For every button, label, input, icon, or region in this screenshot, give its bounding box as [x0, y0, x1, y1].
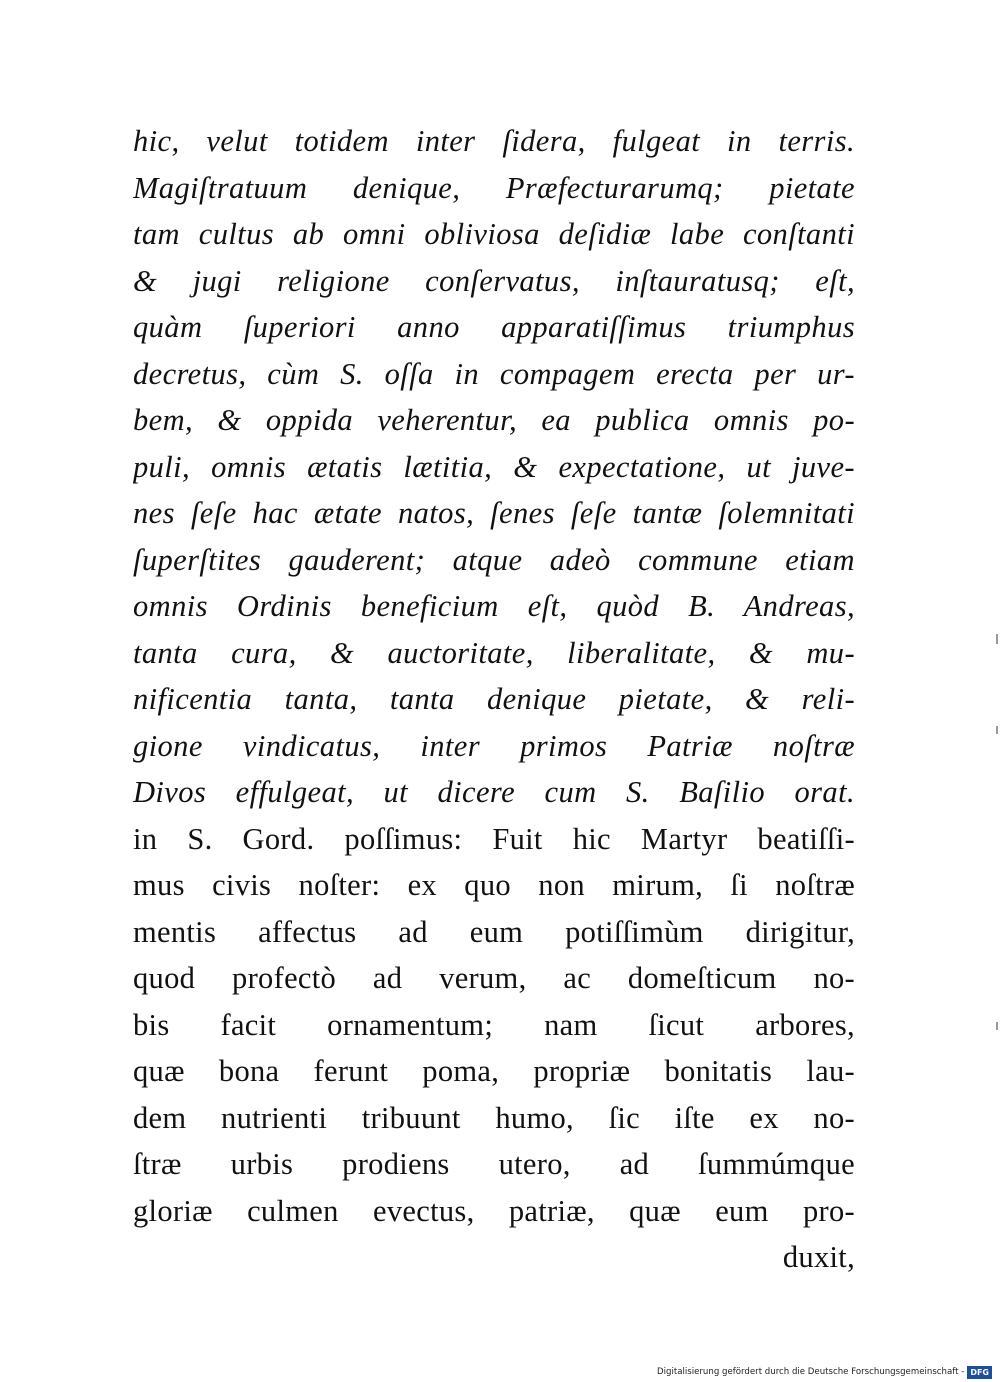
text-line: hic, velut totidem inter ſidera, fulgeat in terris. [133, 124, 855, 158]
text-line: tanta cura, & auctoritate, liberalitate, & mu- [133, 635, 855, 670]
text-line: dem nutrienti tribuunt humo, ſic iſte ex no- [133, 1100, 855, 1135]
text-line: mus civis noſter: ex quo non mirum, ſi noſtræ [133, 868, 855, 902]
text-line: decretus, cùm S. oſſa in compagem erecta per ur- [133, 356, 855, 391]
text-line: omnis Ordinis beneficium eſt, quòd B. Andreas, [133, 589, 855, 623]
credit-text: Digitalisierung gefördert durch die Deutsche Forschungsgemeinschaft - [656, 1367, 965, 1377]
text-line: ſuperſtites gauderent; atque adeò commune etiam [133, 542, 855, 577]
digitization-credit [657, 1364, 992, 1380]
scan-margin-mark [996, 1022, 998, 1030]
text-line: ſtræ urbis prodiens utero, ad ſummúmque [133, 1147, 855, 1181]
text-line: mentis affectus ad eum potiſſimùm dirigitur, [133, 914, 855, 949]
text-line: puli, omnis ætatis lætitia, & expectatione, ut juve- [133, 449, 855, 484]
scan-margin-mark [996, 726, 998, 734]
text-line: bem, & oppida veherentur, ea publica omnis po- [133, 403, 855, 437]
text-line: nificentia tanta, tanta denique pietate, & reli- [133, 682, 855, 716]
text-line: quod profectò ad verum, ac domeſticum no- [133, 961, 855, 995]
text-line: quæ bona ferunt poma, propriæ bonitatis lau- [133, 1054, 855, 1088]
text-line: & jugi religione conſervatus, inſtauratusq; eſt, [133, 263, 855, 298]
text-line: tam cultus ab omni obliviosa deſidiæ labe conſtanti [133, 217, 855, 251]
text-line: gione vindicatus, inter primos Patriæ noſtræ [133, 728, 855, 763]
text-line: nes ſeſe hac ætate natos, ſenes ſeſe tantæ ſolemnitati [133, 496, 855, 530]
text-line: gloriæ culmen evectus, patriæ, quæ eum pro- [133, 1193, 855, 1228]
text-line: bis facit ornamentum; nam ſicut arbores, [133, 1007, 855, 1042]
text-line: quàm ſuperiori anno apparatiſſimus triumphus [133, 310, 855, 344]
body-text [133, 118, 855, 1281]
dfg-logo: DFG [967, 1366, 992, 1379]
text-line: Divos effulgeat, ut dicere cum S. Baſilio orat. [133, 775, 855, 809]
scan-margin-mark [996, 634, 998, 644]
catchword: duxit, [782, 1240, 855, 1274]
text-line: Magiſtratuum denique, Præfecturarumq; pietate [133, 170, 855, 205]
text-line: in S. Gord. poſſimus: Fuit hic Martyr beatiſſi- [133, 821, 855, 856]
